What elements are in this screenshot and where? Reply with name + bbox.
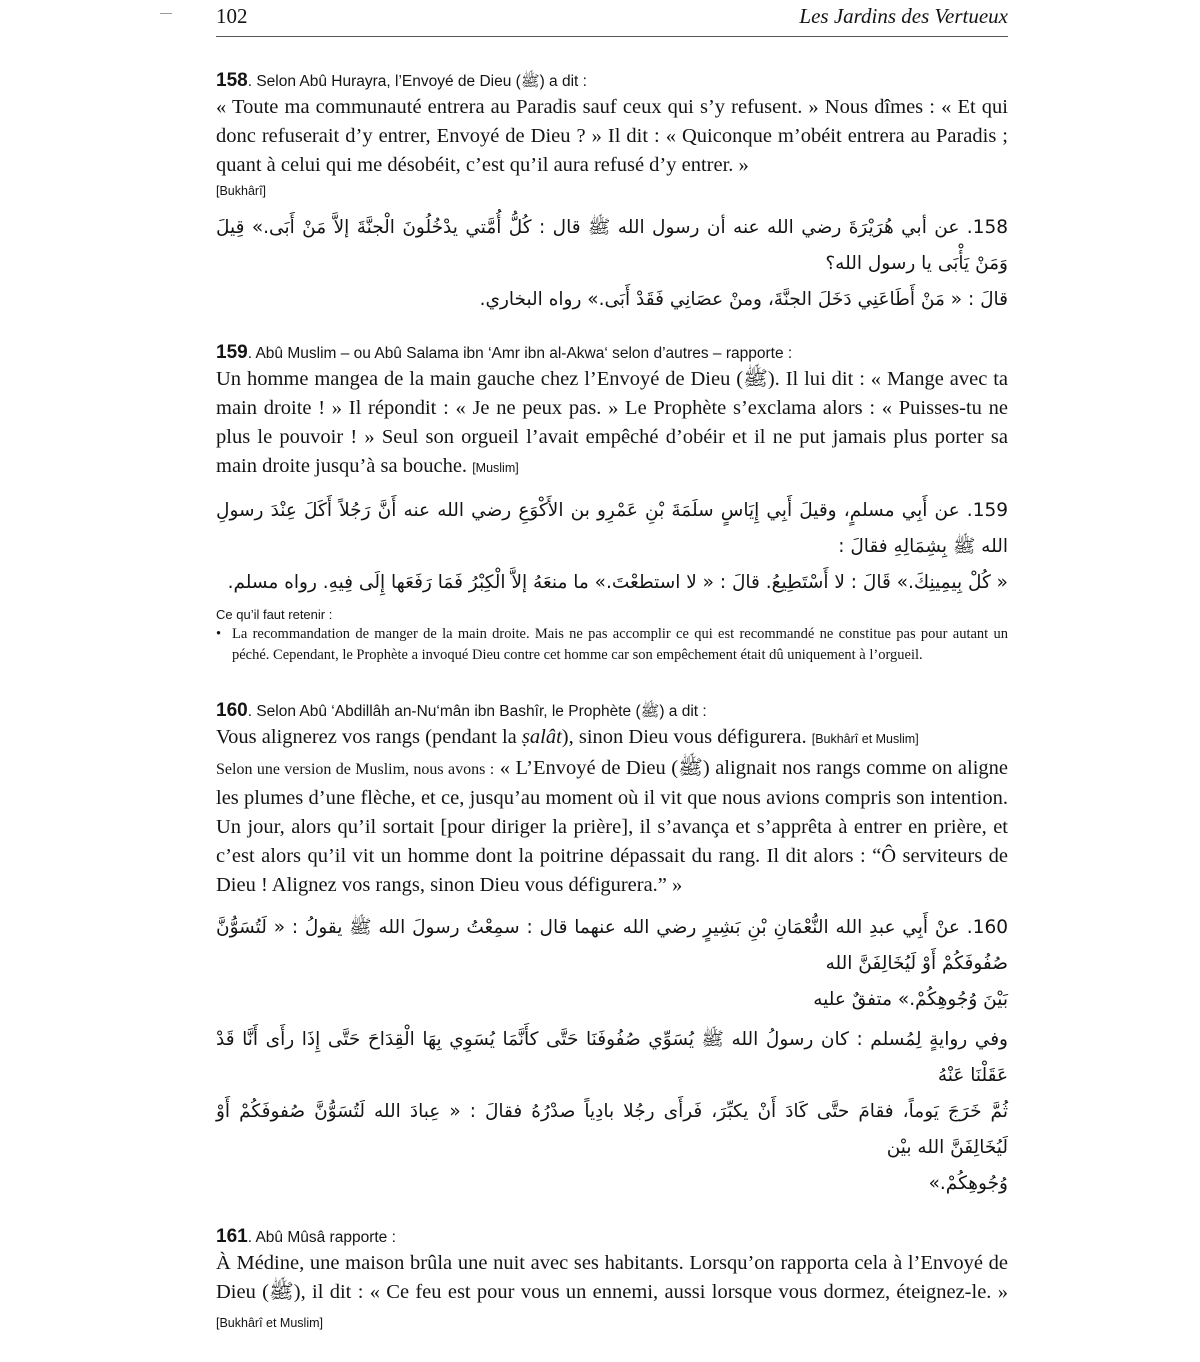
hadith-source: [Bukhârî et Muslim] (811, 732, 919, 746)
arabic-line: 159. عن أَبِي مسلمٍ، وقيلَ أَبِي إِيَاسٍ سلَمَةَ بْنِ عَمْرِو بن الأَكْوَعِ رضي الله عنه أَنَّ رَجُلاً أَكَلَ عِنْدَ رسولِ الله ﷺ بِشِمَالِهِ فقالَ : (216, 500, 1008, 557)
hadith-source: [Muslim] (472, 461, 519, 475)
bullet-icon: • (216, 626, 222, 642)
hadith-158 (216, 70, 1008, 318)
hadith-160 (216, 700, 1008, 1202)
arabic-line: « كُلْ بِيمِينِكَ.» قَالَ : لا أَسْتَطِيعُ. قالَ : « لا استطعْتَ.» ما منعَهُ إلاَّ الْكِبْرُ فَمَا رَفَعَها إِلَى فِيهِ. رواه مسلم. (227, 572, 1008, 593)
hadith-version-text (216, 754, 1008, 900)
arabic-line: قالَ : « مَنْ أَطَاعَنِي دَخَلَ الجنَّةَ، ومنْ عصَانِي فَقَدْ أَبَى.» رواه البخاري. (479, 289, 1008, 310)
page-content (216, 70, 1008, 1362)
arabic-text (216, 210, 1008, 318)
hadith-text (216, 365, 1008, 483)
retain-item-text: La recommandation de manger de la main droite. Mais ne pas accomplir ce qui est recommandé ne constitue pas pour autant un péché. Cependant, le Prophète a invoqué Dieu contre cet homme car son empêchement était dû uniquement à l’orgueil. (232, 626, 1008, 663)
running-title: Les Jardins des Vertueux (799, 4, 1008, 28)
hadith-intro: . Selon Abû Hurayra, l’Envoyé de Dieu (ﷺ) a dit : (247, 73, 587, 90)
arabic-version-text (216, 1022, 1008, 1202)
arabic-line: وُجُوهِكُمْ.» (928, 1173, 1008, 1194)
hadith-intro: . Abû Muslim – ou Abû Salama ibn ‘Amr ibn al-Akwa‘ selon d’autres – rapporte : (247, 345, 793, 362)
scan-mark (160, 13, 172, 14)
arabic-line: ثُمَّ خَرَجَ يَوماً، فقامَ حتَّى كَادَ أَنْ يكبِّرَ، فَرأَى رجُلا بادِياً صدْرُهُ فقالَ : « عِبادَ الله لَتُسَوُّنَّ صُفوفَكُمْ أَوْ لَيُخَالِفَنَّ الله بيْن (216, 1101, 1008, 1158)
version-intro: Selon une version de Muslim, nous avons : (216, 761, 495, 778)
hadith-text-italic: ṣalât (521, 726, 562, 748)
version-body: « L’Envoyé de Dieu (ﷺ) alignait nos rangs comme on aligne les plumes d’une flèche, et ce, jusqu’au moment où il vit que nous avions compris son intention. Un jour, alors qu’il sortait [pour diriger la prière], il s’avança et s’apprêta à entrer en prière, et c’est alors qu’il vit un homme dont la poitrine dépassait du rang. Il dit alors : “Ô serviteurs de Dieu ! Alignez vos rangs, sinon Dieu vous défigurera.” » (216, 757, 1009, 896)
arabic-line: وفي روايةٍ لِمُسلم : كان رسولُ الله ﷺ يُسَوِّي صُفُوفَنَا حَتَّى كأَنَّمَا يُسَوِي بِهَا الْقِدَاحَ حَتَّى إِذَا رأَى أَنَّا قَدْ عَقَلْنَا عَنْهُ (216, 1029, 1008, 1086)
arabic-line: 158. عن أبي هُرَيْرَةَ رضي الله عنه أن رسول الله ﷺ قال : كُلُّ أُمَّتي يدْخُلُونَ الْجنَّةَ إلاَّ مَنْ أَبَى.» قِيلَ وَمَنْ يَأْبَى يا رسول الله؟ (216, 217, 1008, 274)
arabic-line: بَيْنَ وُجُوهِكُمْ.» متفقٌ عليه (813, 989, 1008, 1010)
hadith-heading (216, 700, 1008, 723)
hadith-159 (216, 342, 1008, 666)
header-rule (216, 36, 1008, 37)
hadith-number: 160 (216, 700, 248, 721)
hadith-text-body: Un homme mangea de la main gauche chez l’Envoyé de Dieu (ﷺ). Il lui dit : « Mange avec ta main droite ! » Il répondit : « Je ne peux pas. » Le Prophète s’exclama alors : « Puisses-tu ne plus le pouvoir ! » Seul son orgueil l’avait empêché d’obéir et il ne put jamais plus porter sa main droite jusqu’à sa bouche. (216, 368, 1009, 477)
arabic-line: 160. عنْ أَبِي عبدِ الله النُّعْمَانِ بْنِ بَشِيرٍ رضي الله عنهما قال : سمِعْتُ رسولَ الله ﷺ يقولُ : « لَتُسَوُّنَّ صُفُوفَكُمْ أَوْ لَيُخَالِفَنَّ الله (216, 917, 1008, 974)
hadith-text: « Toute ma communauté entrera au Paradis sauf ceux qui s’y refusent. » Nous dîmes : « Et qui donc refuserait d’y entrer, Envoyé de Dieu ? » Il dit : « Quiconque m’obéit entrera au Paradis ; quant à celui qui me désobéit, c’est qu’il aura refusé d’y entrer. » (216, 96, 1008, 176)
hadith-number: 159 (216, 342, 248, 363)
hadith-source: [Bukhârî et Muslim] (216, 1316, 323, 1330)
hadith-text-part: ), sinon Dieu vous défigurera. (561, 726, 807, 748)
hadith-heading (216, 1226, 1008, 1249)
hadith-intro: . Selon Abû ‘Abdillâh an-Nu‘mân ibn Bashîr, le Prophète (ﷺ) a dit : (247, 703, 707, 720)
hadith-text-part: Vous alignerez vos rangs (pendant la (216, 726, 522, 748)
arabic-text (216, 493, 1008, 601)
hadith-source: [Bukhârî] (216, 184, 267, 198)
hadith-number: 161 (216, 1226, 248, 1247)
retain-item (216, 624, 1008, 666)
hadith-text-body: À Médine, une maison brûla une nuit avec ses habitants. Lorsqu’on rapporta cela à l’Envoyé de Dieu (ﷺ), il dit : « Ce feu est pour vous un ennemi, aussi lorsque vous dormez, éteignez-le. » (216, 1252, 1008, 1303)
hadith-text (216, 723, 1008, 754)
hadith-text (216, 1249, 1008, 1338)
page-number: 102 (216, 4, 248, 28)
hadith-number: 158 (216, 70, 248, 91)
arabic-text (216, 910, 1008, 1018)
retain-title: Ce qu’il faut retenir : (216, 607, 333, 622)
page-header (216, 4, 1008, 38)
hadith-heading (216, 342, 1008, 365)
hadith-intro: . Abû Mûsâ rapporte : (247, 1229, 396, 1246)
hadith-161 (216, 1226, 1008, 1338)
hadith-heading (216, 70, 1008, 93)
